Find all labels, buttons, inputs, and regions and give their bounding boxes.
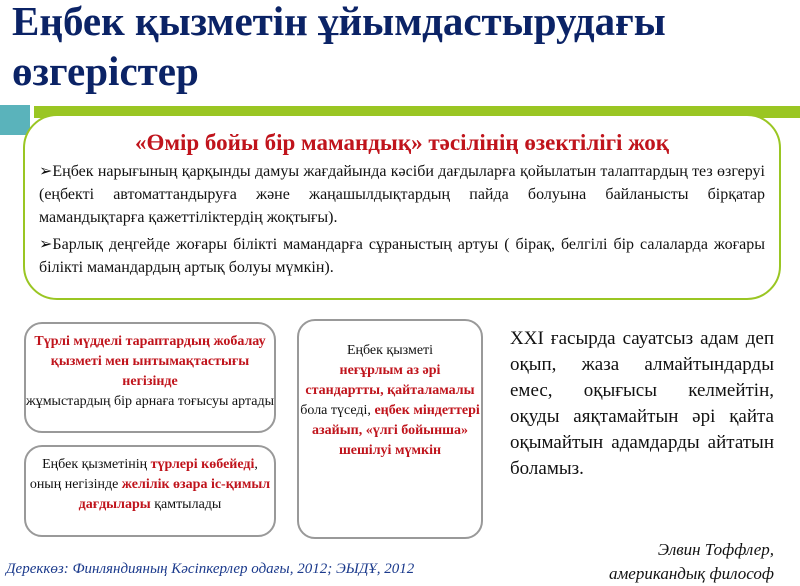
bullet-item: ➢Еңбек нарығының қарқынды дамуы жағдайында кәсіби дағдыларға қойылатын талаптардың тез өзгеруі (еңбекті автоматтандыруға және жаңашылдықтардың пайда болуына байланысты бірқатар мамандықтарға қажеттіліктердің жоқтығы). [39, 163, 765, 226]
quote-text: XXI ғасырда сауатсыз адам деп оқып, жаза алмайтындарды емес, оқығысы келмейтін, оқуды аяқтамайтын әрі қайта оқымайтын адамдарды айтатын боламыз. [510, 328, 774, 479]
highlight-text: еңбек міндеттері азайып, «үлгі бойынша» шешілуі мүмкін [312, 403, 480, 458]
body-text: Еңбек қызметінің [42, 457, 151, 472]
page-title: Еңбек қызметін ұйымдастырудағы өзгерістер [12, 0, 666, 94]
info-box-types [24, 445, 276, 537]
callout-heading: «Өмір бойы бір мамандық» тәсілінің өзектілігі жоқ [134, 130, 670, 155]
body-text: Еңбек қызметі [346, 343, 434, 358]
author-role: американдық философ [608, 564, 774, 583]
highlight-text: неғұрлым аз әрі стандартты, қайталамалы [305, 363, 475, 398]
info-box-standardization [297, 319, 483, 539]
body-text: жұмыстардың бір арнаға тоғысуы артады [26, 394, 274, 409]
body-text: қамтылады [150, 497, 222, 512]
source-citation: Дереккөз: Финляндияның Кәсіпкерлер одағы, 2012; ЭЫДҰ, 2012 [6, 561, 415, 577]
highlight-text: түрлері көбейеді [150, 457, 255, 472]
highlight-text: Түрлі мүдделі тараптардың жобалау қызметі мен ынтымақтастығы негізінде [34, 334, 266, 389]
body-text: бола түседі, [300, 403, 375, 418]
main-callout-box [23, 114, 781, 300]
highlight-text: желілік өзара іс-қимыл дағдылары [78, 477, 271, 512]
info-box-cooperation [24, 322, 276, 433]
bullet-item: ➢Барлық деңгейде жоғары білікті мамандарға сұраныстың артуы ( бірақ, белгілі бір салаларда жоғары білікті мамандардың артық болуы мүмкін). [39, 236, 765, 276]
quote-attribution [609, 538, 774, 586]
author-name: Элвин Тоффлер, [657, 540, 774, 559]
body-text: , оның негізінде [29, 457, 258, 492]
